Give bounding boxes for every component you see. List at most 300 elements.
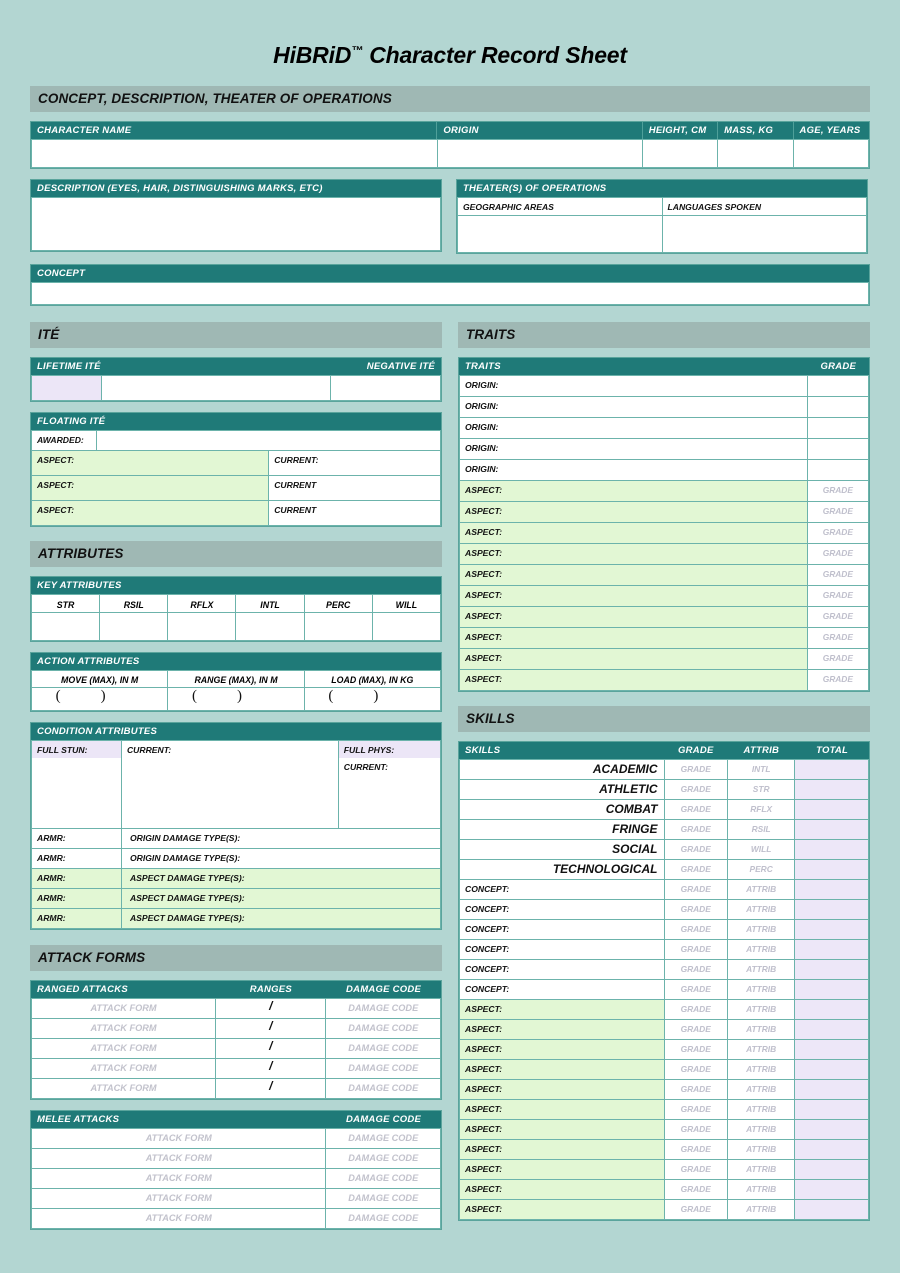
input-character-name[interactable]: [32, 140, 438, 168]
melee-attacks-table: [31, 1128, 441, 1229]
skill-label-cell[interactable]: [460, 1180, 665, 1200]
skill-attrib-cell[interactable]: [727, 1060, 794, 1080]
trait-label: ASPECT:: [465, 548, 503, 558]
armor-rating-cell[interactable]: [32, 908, 122, 928]
skill-total-cell[interactable]: [795, 900, 869, 920]
skill-total-cell[interactable]: [795, 860, 869, 880]
right-column: [458, 322, 870, 1240]
input-ranged-damage[interactable]: DAMAGE CODE: [326, 1078, 441, 1098]
skill-attrib: RSIL: [751, 824, 771, 834]
input-key-attr-perc[interactable]: [304, 613, 372, 641]
trait-label-cell[interactable]: [460, 376, 808, 397]
skill-grade-cell[interactable]: [664, 1100, 727, 1120]
skill-grade: GRADE: [680, 1104, 711, 1114]
input-negative-ite[interactable]: [330, 376, 440, 401]
input-ranged-damage[interactable]: DAMAGE CODE: [326, 998, 441, 1018]
damage-type-label: ASPECT DAMAGE TYPE(S):: [129, 912, 245, 923]
skill-attrib-cell[interactable]: [727, 1000, 794, 1020]
input-action-attr-load[interactable]: [304, 688, 440, 711]
skill-label-cell[interactable]: [460, 940, 665, 960]
skill-label: ASPECT:: [465, 1004, 503, 1014]
table-row: [460, 481, 869, 502]
key-attr-label-intl: INTL: [236, 595, 304, 613]
skill-attrib: ATTRIB: [746, 1144, 777, 1154]
skill-total-cell[interactable]: [795, 780, 869, 800]
skill-total-cell[interactable]: [795, 1180, 869, 1200]
action-attributes-table: [31, 670, 441, 711]
description-header: [31, 180, 441, 197]
input-action-attr-move[interactable]: [32, 688, 168, 711]
skill-label-cell[interactable]: [460, 980, 665, 1000]
skill-grade-cell[interactable]: [664, 900, 727, 920]
input-ranged-damage[interactable]: DAMAGE CODE: [326, 1038, 441, 1058]
skill-grade-cell[interactable]: [664, 1000, 727, 1020]
skill-total-cell[interactable]: [795, 1120, 869, 1140]
input-key-attr-will[interactable]: [372, 613, 440, 641]
input-languages-spoken[interactable]: [662, 216, 867, 253]
skill-grade: GRADE: [680, 1064, 711, 1074]
skill-attrib: WILL: [750, 844, 772, 854]
skill-attrib-cell[interactable]: [727, 1040, 794, 1060]
table-row: [460, 900, 869, 920]
skill-label-cell[interactable]: [460, 1040, 665, 1060]
skill-grade: GRADE: [680, 824, 711, 834]
floating-ite-label: FLOATING ITÉ: [37, 416, 106, 427]
table-row: [460, 980, 869, 1000]
trait-label-cell[interactable]: [460, 607, 808, 628]
skill-name-cell[interactable]: [460, 820, 665, 840]
phys-current-cell[interactable]: [338, 758, 440, 828]
skill-attrib-cell[interactable]: [727, 800, 794, 820]
title-brand: HiBRiD: [273, 42, 352, 68]
input-key-attr-str[interactable]: [32, 613, 100, 641]
skill-grade-cell[interactable]: [664, 800, 727, 820]
skill-attrib-cell[interactable]: [727, 760, 794, 780]
traits-table: [459, 375, 869, 691]
input-height[interactable]: [643, 140, 718, 168]
trait-label-cell[interactable]: [460, 418, 808, 439]
table-row: [460, 460, 869, 481]
table-row: [460, 1180, 869, 1200]
input-ranged-range[interactable]: /: [216, 998, 326, 1018]
skill-grade: GRADE: [680, 1004, 711, 1014]
skill-total-cell[interactable]: [795, 980, 869, 1000]
skill-attrib-cell[interactable]: [727, 920, 794, 940]
skill-total-cell[interactable]: [795, 820, 869, 840]
skill-attrib-cell[interactable]: [727, 840, 794, 860]
full-phys-label: FULL PHYS:: [343, 745, 395, 755]
band-ite: ITÉ: [30, 322, 442, 348]
trait-grade-cell[interactable]: [807, 628, 868, 649]
input-melee-damage[interactable]: DAMAGE CODE: [326, 1208, 441, 1228]
skill-name-cell[interactable]: [460, 840, 665, 860]
skill-label-cell[interactable]: [460, 1200, 665, 1220]
skill-total-cell[interactable]: [795, 1060, 869, 1080]
skill-total-cell[interactable]: [795, 1000, 869, 1020]
input-concept[interactable]: [32, 283, 869, 305]
skill-label-cell[interactable]: [460, 900, 665, 920]
skill-grade-cell[interactable]: [664, 1040, 727, 1060]
trademark-symbol: ™: [351, 43, 363, 58]
skill-grade-cell[interactable]: [664, 1180, 727, 1200]
table-row: [460, 586, 869, 607]
trait-grade: GRADE: [822, 590, 853, 600]
key-attr-label-will: WILL: [372, 595, 440, 613]
input-ranged-range[interactable]: /: [216, 1078, 326, 1098]
input-ranged-damage[interactable]: DAMAGE CODE: [326, 1018, 441, 1038]
skill-label-cell[interactable]: [460, 1140, 665, 1160]
input-key-attr-rsil[interactable]: [100, 613, 168, 641]
table-row: [460, 860, 869, 880]
move-paren-close: ): [100, 688, 146, 704]
trait-grade-cell[interactable]: [807, 607, 868, 628]
input-origin[interactable]: [437, 140, 642, 168]
full-phys-cell[interactable]: [338, 741, 440, 759]
damage-type-cell[interactable]: [121, 888, 440, 908]
skill-grade-cell[interactable]: [664, 1080, 727, 1100]
skill-grade: GRADE: [680, 864, 711, 874]
floating-aspect-cell[interactable]: [32, 501, 269, 526]
input-action-attr-range[interactable]: [168, 688, 304, 711]
skill-total-cell[interactable]: [795, 1080, 869, 1100]
input-ranged-attack-form[interactable]: ATTACK FORM: [32, 1018, 216, 1038]
skill-name-cell[interactable]: [460, 760, 665, 780]
armor-rating-cell[interactable]: [32, 848, 122, 868]
skill-label: ASPECT:: [465, 1104, 503, 1114]
skill-attrib-cell[interactable]: [727, 1120, 794, 1140]
skills-total-label: TOTAL: [816, 745, 849, 756]
skill-label-cell[interactable]: [460, 960, 665, 980]
skill-total-cell[interactable]: [795, 880, 869, 900]
skill-label: ASPECT:: [465, 1084, 503, 1094]
skill-name-cell[interactable]: [460, 780, 665, 800]
skill-attrib-cell[interactable]: [727, 780, 794, 800]
skill-label: ASPECT:: [465, 1184, 503, 1194]
input-melee-attack-form[interactable]: ATTACK FORM: [32, 1188, 326, 1208]
band-attributes: ATTRIBUTES: [30, 541, 442, 567]
trait-grade: GRADE: [822, 674, 853, 684]
skill-grade-cell[interactable]: [664, 860, 727, 880]
armor-rating-cell[interactable]: [32, 868, 122, 888]
skill-grade-cell[interactable]: [664, 960, 727, 980]
skill-label: CONCEPT:: [465, 944, 510, 954]
description-theater-row: [30, 179, 870, 254]
trait-label: ASPECT:: [465, 506, 503, 516]
input-mass[interactable]: [718, 140, 793, 168]
header-character-name: CHARACTER NAME: [31, 122, 437, 139]
armor-rating-cell[interactable]: [32, 888, 122, 908]
skill-grade: GRADE: [680, 884, 711, 894]
skill-grade: GRADE: [680, 944, 711, 954]
trait-grade-cell[interactable]: [807, 502, 868, 523]
skill-grade-cell[interactable]: [664, 1140, 727, 1160]
theater-block: [456, 179, 868, 254]
armor-rating-label: ARMR:: [37, 852, 66, 863]
input-ranged-range[interactable]: /: [216, 1018, 326, 1038]
condition-attributes-table: [31, 740, 441, 929]
trait-grade-cell[interactable]: [807, 565, 868, 586]
input-lifetime-ite-start[interactable]: [32, 376, 102, 401]
damage-type-cell[interactable]: [121, 828, 440, 848]
skill-total-cell[interactable]: [795, 1140, 869, 1160]
key-attr-label-perc: PERC: [304, 595, 372, 613]
floating-current-cell[interactable]: [269, 451, 441, 476]
trait-grade: GRADE: [822, 485, 853, 495]
stun-current-cell[interactable]: [121, 741, 338, 829]
skill-attrib-cell[interactable]: [727, 860, 794, 880]
input-melee-damage[interactable]: DAMAGE CODE: [326, 1128, 441, 1148]
input-melee-damage[interactable]: DAMAGE CODE: [326, 1168, 441, 1188]
skill-attrib: ATTRIB: [746, 944, 777, 954]
description-field-table: [31, 197, 441, 251]
skill-attrib-cell[interactable]: [727, 900, 794, 920]
trait-label-cell[interactable]: [460, 649, 808, 670]
input-awarded[interactable]: [97, 431, 441, 451]
skill-grade-cell[interactable]: [664, 820, 727, 840]
skill-grade-cell[interactable]: [664, 980, 727, 1000]
theater-field-table: [457, 197, 867, 253]
table-row: [460, 1160, 869, 1180]
skill-total-cell[interactable]: [795, 960, 869, 980]
floating-current-label: CURRENT: [274, 505, 317, 515]
input-geographic-areas[interactable]: [458, 216, 663, 253]
table-row: [460, 670, 869, 691]
skill-grade-cell[interactable]: [664, 1060, 727, 1080]
trait-grade-cell[interactable]: [807, 523, 868, 544]
header-mass: MASS, KG: [718, 122, 793, 139]
identity-fields: [31, 139, 869, 168]
theater-header-label: THEATER(S) OF OPERATIONS: [463, 183, 607, 194]
skill-name-cell[interactable]: [460, 860, 665, 880]
band-attack-forms: ATTACK FORMS: [30, 945, 442, 971]
input-ranged-range[interactable]: /: [216, 1038, 326, 1058]
trait-grade: GRADE: [822, 548, 853, 558]
table-row: [460, 397, 869, 418]
armor-rating-cell[interactable]: [32, 828, 122, 848]
skill-grade-cell[interactable]: [664, 780, 727, 800]
phys-current-label: CURRENT:: [343, 762, 388, 772]
skill-attrib-cell[interactable]: [727, 1200, 794, 1220]
full-stun-cell[interactable]: [32, 741, 122, 759]
damage-type-cell[interactable]: [121, 848, 440, 868]
trait-grade-cell[interactable]: [807, 544, 868, 565]
condition-attributes-header: [31, 723, 441, 740]
input-melee-damage[interactable]: DAMAGE CODE: [326, 1148, 441, 1168]
trait-grade-cell[interactable]: [807, 439, 868, 460]
table-row: [460, 1200, 869, 1220]
input-stun-track[interactable]: [32, 758, 122, 828]
skill-grade: GRADE: [680, 844, 711, 854]
action-attr-label-move: MOVE (MAX), IN M: [32, 671, 168, 688]
input-age[interactable]: [793, 140, 868, 168]
trait-grade-cell[interactable]: [807, 397, 868, 418]
input-melee-damage[interactable]: DAMAGE CODE: [326, 1188, 441, 1208]
ranged-attacks-header: [31, 981, 441, 998]
skill-grade-cell[interactable]: [664, 880, 727, 900]
skill-total-cell[interactable]: [795, 1040, 869, 1060]
skill-total-cell[interactable]: [795, 1200, 869, 1220]
action-attributes-header: [31, 653, 441, 670]
skill-total-cell[interactable]: [795, 1020, 869, 1040]
melee-attacks-block: [30, 1110, 442, 1230]
skill-label: CONCEPT:: [465, 964, 510, 974]
input-ranged-attack-form[interactable]: ATTACK FORM: [32, 1038, 216, 1058]
skill-total-cell[interactable]: [795, 800, 869, 820]
trait-grade-cell[interactable]: [807, 418, 868, 439]
skill-grade-cell[interactable]: [664, 840, 727, 860]
damage-type-cell[interactable]: [121, 908, 440, 928]
skill-grade-cell[interactable]: [664, 1200, 727, 1220]
input-description[interactable]: [32, 198, 441, 251]
skill-name-cell[interactable]: [460, 800, 665, 820]
skill-grade-cell[interactable]: [664, 1160, 727, 1180]
trait-label-cell[interactable]: [460, 397, 808, 418]
move-paren-open: (: [55, 688, 101, 704]
skill-label-cell[interactable]: [460, 1080, 665, 1100]
skill-attrib-cell[interactable]: [727, 1140, 794, 1160]
key-attributes-block: [30, 576, 442, 642]
skill-total-cell[interactable]: [795, 920, 869, 940]
melee-damage-code-label: DAMAGE CODE: [346, 1113, 422, 1125]
skill-attrib-cell[interactable]: [727, 1160, 794, 1180]
skill-grade-cell[interactable]: [664, 920, 727, 940]
trait-label: ASPECT:: [465, 485, 503, 495]
trait-label: ORIGIN:: [465, 401, 499, 411]
trait-label-cell[interactable]: [460, 523, 808, 544]
damage-type-cell[interactable]: [121, 868, 440, 888]
input-melee-attack-form[interactable]: ATTACK FORM: [32, 1208, 326, 1228]
input-melee-attack-form[interactable]: ATTACK FORM: [32, 1128, 326, 1148]
traits-column-label: TRAITS: [465, 361, 501, 372]
skills-attrib-label: ATTRIB: [743, 745, 780, 756]
concept-field-table: [31, 282, 869, 305]
skill-total-cell[interactable]: [795, 1100, 869, 1120]
trait-label-cell[interactable]: [460, 460, 808, 481]
floating-ite-header: [31, 413, 441, 430]
skill-grade: GRADE: [680, 764, 711, 774]
trait-label-cell[interactable]: [460, 502, 808, 523]
skill-attrib-cell[interactable]: [727, 1180, 794, 1200]
range-paren-open: (: [191, 688, 237, 704]
input-ranged-attack-form[interactable]: ATTACK FORM: [32, 1058, 216, 1078]
input-key-attr-intl[interactable]: [236, 613, 304, 641]
trait-label-cell[interactable]: [460, 586, 808, 607]
input-melee-attack-form[interactable]: ATTACK FORM: [32, 1148, 326, 1168]
trait-grade-cell[interactable]: [807, 649, 868, 670]
skill-total-cell[interactable]: [795, 940, 869, 960]
header-height: HEIGHT, CM: [643, 122, 718, 139]
trait-label-cell[interactable]: [460, 544, 808, 565]
trait-label-cell[interactable]: [460, 565, 808, 586]
skill-grade-cell[interactable]: [664, 760, 727, 780]
skill-name: TECHNOLOGICAL: [552, 862, 658, 876]
skill-attrib: ATTRIB: [746, 1124, 777, 1134]
trait-label-cell[interactable]: [460, 481, 808, 502]
full-stun-label: FULL STUN:: [37, 745, 88, 755]
floating-current-cell[interactable]: [269, 476, 441, 501]
trait-label-cell[interactable]: [460, 628, 808, 649]
trait-grade-cell[interactable]: [807, 376, 868, 397]
floating-aspect-cell[interactable]: [32, 451, 269, 476]
skill-grade: GRADE: [680, 904, 711, 914]
table-row: [460, 1020, 869, 1040]
skill-label-cell[interactable]: [460, 1060, 665, 1080]
input-melee-attack-form[interactable]: ATTACK FORM: [32, 1168, 326, 1188]
description-header-label: DESCRIPTION (EYES, HAIR, DISTINGUISHING MARKS, ETC): [37, 183, 323, 194]
action-attr-label-load: LOAD (MAX), IN KG: [304, 671, 440, 688]
floating-ite-table: [31, 430, 441, 526]
melee-attacks-header: [31, 1111, 441, 1128]
input-ranged-damage[interactable]: DAMAGE CODE: [326, 1058, 441, 1078]
trait-grade: GRADE: [822, 611, 853, 621]
floating-current-label: CURRENT:: [274, 455, 319, 465]
skill-grade-cell[interactable]: [664, 940, 727, 960]
geographic-areas-cell[interactable]: [458, 198, 663, 216]
floating-aspect-cell[interactable]: [32, 476, 269, 501]
skill-label-cell[interactable]: [460, 880, 665, 900]
input-ranged-attack-form[interactable]: ATTACK FORM: [32, 998, 216, 1018]
damage-type-label: ORIGIN DAMAGE TYPE(S):: [129, 832, 241, 843]
trait-grade: GRADE: [822, 653, 853, 663]
damage-type-label: ORIGIN DAMAGE TYPE(S):: [129, 852, 241, 863]
languages-spoken-cell[interactable]: [662, 198, 867, 216]
input-ranged-attack-form[interactable]: ATTACK FORM: [32, 1078, 216, 1098]
skill-total-cell[interactable]: [795, 760, 869, 780]
input-ranged-range[interactable]: /: [216, 1058, 326, 1078]
skill-label: CONCEPT:: [465, 984, 510, 994]
range-paren-close: ): [236, 688, 282, 704]
trait-grade-cell[interactable]: [807, 586, 868, 607]
trait-label-cell[interactable]: [460, 670, 808, 691]
skill-grade-cell[interactable]: [664, 1120, 727, 1140]
table-row: [460, 960, 869, 980]
damage-type-label: ASPECT DAMAGE TYPE(S):: [129, 872, 245, 883]
skill-label-cell[interactable]: [460, 1000, 665, 1020]
floating-current-cell[interactable]: [269, 501, 441, 526]
skill-total-cell[interactable]: [795, 840, 869, 860]
skill-grade-cell[interactable]: [664, 1020, 727, 1040]
skill-attrib-cell[interactable]: [727, 960, 794, 980]
input-key-attr-rflx[interactable]: [168, 613, 236, 641]
skill-label-cell[interactable]: [460, 1020, 665, 1040]
skill-label-cell[interactable]: [460, 1120, 665, 1140]
skill-attrib-cell[interactable]: [727, 880, 794, 900]
skill-attrib-cell[interactable]: [727, 820, 794, 840]
trait-grade-cell[interactable]: [807, 460, 868, 481]
skill-label-cell[interactable]: [460, 920, 665, 940]
skill-attrib-cell[interactable]: [727, 1020, 794, 1040]
skill-label: ASPECT:: [465, 1024, 503, 1034]
skill-attrib-cell[interactable]: [727, 1080, 794, 1100]
awarded-label-cell: [32, 431, 97, 451]
skill-label-cell[interactable]: [460, 1100, 665, 1120]
skill-attrib-cell[interactable]: [727, 940, 794, 960]
trait-grade-cell[interactable]: [807, 481, 868, 502]
table-row: [460, 1080, 869, 1100]
table-row: [460, 1140, 869, 1160]
armor-rating-label: ARMR:: [37, 872, 66, 883]
trait-grade-cell[interactable]: [807, 670, 868, 691]
input-lifetime-ite[interactable]: [101, 376, 330, 401]
skill-total-cell[interactable]: [795, 1160, 869, 1180]
skill-attrib-cell[interactable]: [727, 980, 794, 1000]
table-row: [460, 780, 869, 800]
skill-label-cell[interactable]: [460, 1160, 665, 1180]
skill-attrib-cell[interactable]: [727, 1100, 794, 1120]
trait-label-cell[interactable]: [460, 439, 808, 460]
ranged-attacks-block: [30, 980, 442, 1100]
languages-spoken-label: LANGUAGES SPOKEN: [667, 202, 762, 212]
